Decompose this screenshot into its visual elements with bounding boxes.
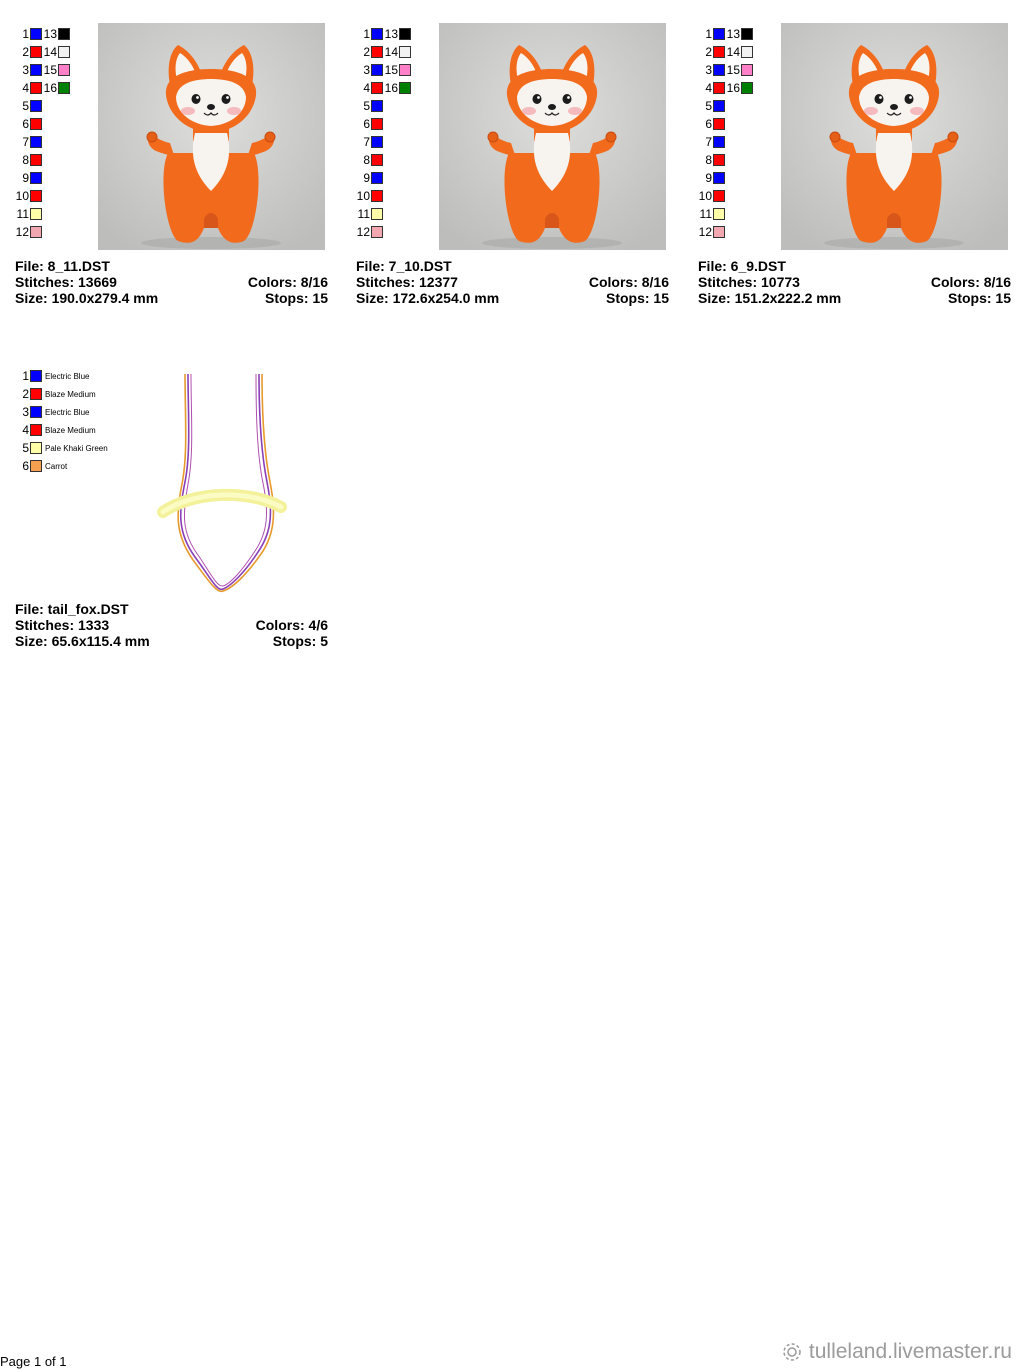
legend-row (698, 133, 725, 151)
file-name: File: tail_fox.DST (15, 601, 129, 617)
watermark-text: tulleland.livemaster.ru (808, 1340, 1012, 1363)
color-number: 6 (22, 117, 29, 131)
color-swatch (713, 100, 725, 112)
color-swatch (713, 190, 725, 202)
legend-row: 6 Carrot (22, 459, 68, 473)
color-number: 7 (705, 135, 712, 149)
color-count: Colors: 4/6 (255, 617, 328, 633)
color-number: 10 (698, 189, 712, 203)
color-swatch (399, 46, 411, 58)
color-number: 10 (356, 189, 370, 203)
legend-row (356, 25, 383, 43)
stitch-count: Stitches: 1333 (15, 617, 110, 633)
legend-row (356, 187, 383, 205)
color-swatch (30, 136, 42, 148)
file-name: File: 7_10.DST (356, 258, 452, 274)
color-count: Colors: 8/16 (930, 274, 1011, 290)
color-swatch (371, 172, 383, 184)
color-number: 8 (22, 153, 29, 167)
legend-row (698, 79, 725, 97)
color-swatch (58, 46, 70, 58)
legend-row (384, 43, 411, 61)
color-swatch (30, 388, 42, 400)
color-number: 9 (705, 171, 712, 185)
color-number: 11 (699, 207, 712, 221)
color-swatch (713, 82, 725, 94)
color-number: 15 (43, 63, 57, 77)
color-count: Colors: 8/16 (588, 274, 669, 290)
color-number: 9 (363, 171, 370, 185)
legend-row (726, 43, 753, 61)
fox-toy-photo (781, 23, 1008, 250)
color-swatch (30, 28, 42, 40)
fox-toy-photo (439, 23, 666, 250)
design-size: Size: 190.0x279.4 mm (15, 290, 159, 306)
color-swatch (30, 226, 42, 238)
legend-row (698, 187, 725, 205)
legend-row (356, 115, 383, 133)
color-number: 14 (43, 45, 57, 59)
legend-row (698, 115, 725, 133)
stop-count: Stops: 15 (264, 290, 328, 306)
color-number: 13 (384, 27, 398, 41)
color-swatch (371, 136, 383, 148)
design-size: Size: 151.2x222.2 mm (698, 290, 842, 306)
color-swatch (30, 100, 42, 112)
color-number: 5 (363, 99, 370, 113)
color-swatch (58, 28, 70, 40)
legend-row (698, 151, 725, 169)
color-number: 13 (43, 27, 57, 41)
color-swatch (741, 64, 753, 76)
legend-row: 1 Electric Blue (22, 369, 90, 383)
color-swatch (30, 82, 42, 94)
legend-row (356, 97, 383, 115)
color-swatch (371, 28, 383, 40)
design-info (15, 258, 328, 306)
tail-stitch-preview (155, 372, 295, 597)
legend-row (15, 169, 42, 187)
color-number: 6 (705, 117, 712, 131)
gear-icon (781, 1341, 803, 1363)
color-swatch (371, 190, 383, 202)
legend-row (698, 205, 725, 223)
color-number: 4 (22, 81, 29, 95)
legend-row (698, 169, 725, 187)
color-swatch (371, 226, 383, 238)
color-number: 14 (726, 45, 740, 59)
legend-row (698, 25, 725, 43)
color-number: 12 (356, 225, 370, 239)
legend-row (698, 43, 725, 61)
stop-count: Stops: 15 (947, 290, 1011, 306)
color-swatch (399, 82, 411, 94)
legend-row (726, 25, 753, 43)
stitch-count: Stitches: 13669 (15, 274, 117, 290)
legend-row (384, 25, 411, 43)
color-number: 15 (384, 63, 398, 77)
legend-row (15, 223, 42, 241)
color-swatch (30, 370, 42, 382)
legend-row (15, 205, 42, 223)
legend-row (698, 97, 725, 115)
legend-row (15, 79, 42, 97)
color-swatch (741, 46, 753, 58)
color-swatch (30, 64, 42, 76)
design-info (356, 258, 669, 306)
legend-row (43, 79, 70, 97)
color-number: 7 (363, 135, 370, 149)
legend-row (356, 43, 383, 61)
color-swatch (58, 82, 70, 94)
legend-row (356, 133, 383, 151)
stop-count: Stops: 15 (605, 290, 669, 306)
legend-row (15, 43, 42, 61)
color-number: 16 (726, 81, 740, 95)
legend-row (356, 151, 383, 169)
color-number: 3 (363, 63, 370, 77)
color-swatch (58, 64, 70, 76)
file-name: File: 8_11.DST (15, 258, 110, 274)
color-number: 16 (384, 81, 398, 95)
legend-row (356, 205, 383, 223)
legend-row (43, 43, 70, 61)
fox-toy-photo (98, 23, 325, 250)
color-number: 8 (363, 153, 370, 167)
color-number: 12 (15, 225, 29, 239)
design-size: Size: 65.6x115.4 mm (15, 633, 150, 649)
legend-row (384, 61, 411, 79)
color-number: 7 (22, 135, 29, 149)
color-swatch (371, 208, 383, 220)
design-info (698, 258, 1011, 306)
color-swatch (30, 190, 42, 202)
color-number: 2 (705, 45, 712, 59)
legend-row (356, 169, 383, 187)
color-number: 9 (22, 171, 29, 185)
legend-row (726, 61, 753, 79)
stitch-count: Stitches: 12377 (356, 274, 458, 290)
color-swatch (371, 154, 383, 166)
legend-row (356, 79, 383, 97)
legend-row (698, 61, 725, 79)
color-number: 11 (16, 207, 29, 221)
color-swatch (30, 424, 42, 436)
legend-row: 4 Blaze Medium (22, 423, 96, 437)
color-number: 8 (705, 153, 712, 167)
color-number: 10 (15, 189, 29, 203)
legend-row (384, 79, 411, 97)
legend-row (43, 25, 70, 43)
color-number: 12 (698, 225, 712, 239)
color-swatch (713, 172, 725, 184)
color-swatch (713, 64, 725, 76)
legend-row (15, 61, 42, 79)
design-size: Size: 172.6x254.0 mm (356, 290, 500, 306)
color-swatch (30, 406, 42, 418)
legend-row (15, 25, 42, 43)
color-number: 4 (363, 81, 370, 95)
color-swatch (713, 226, 725, 238)
watermark (781, 1340, 1012, 1364)
color-swatch (371, 46, 383, 58)
color-swatch (741, 28, 753, 40)
color-swatch (713, 46, 725, 58)
color-number: 13 (726, 27, 740, 41)
color-swatch (713, 118, 725, 130)
color-swatch (399, 28, 411, 40)
tail-info (15, 601, 328, 649)
legend-row (43, 61, 70, 79)
legend-row: 2 Blaze Medium (22, 387, 96, 401)
color-swatch (30, 460, 42, 472)
color-number: 3 (22, 63, 29, 77)
color-swatch (30, 118, 42, 130)
color-number: 2 (363, 45, 370, 59)
color-number: 5 (22, 99, 29, 113)
color-number: 5 (705, 99, 712, 113)
legend-row: 3 Electric Blue (22, 405, 90, 419)
legend-row (15, 97, 42, 115)
legend-row (15, 187, 42, 205)
legend-row: 5 Pale Khaki Green (22, 441, 108, 455)
color-number: 3 (705, 63, 712, 77)
color-number: 1 (363, 27, 370, 41)
color-number: 4 (705, 81, 712, 95)
stop-count: Stops: 5 (272, 633, 328, 649)
file-name: File: 6_9.DST (698, 258, 786, 274)
color-swatch (371, 118, 383, 130)
legend-row (15, 151, 42, 169)
color-number: 1 (705, 27, 712, 41)
color-number: 1 (22, 27, 29, 41)
color-swatch (30, 208, 42, 220)
color-number: 11 (357, 207, 370, 221)
color-swatch (30, 442, 42, 454)
color-number: 15 (726, 63, 740, 77)
color-number: 16 (43, 81, 57, 95)
color-number: 6 (363, 117, 370, 131)
legend-row (726, 79, 753, 97)
color-swatch (30, 46, 42, 58)
color-swatch (713, 28, 725, 40)
color-swatch (30, 172, 42, 184)
color-number: 14 (384, 45, 398, 59)
color-swatch (30, 154, 42, 166)
legend-row (15, 133, 42, 151)
legend-row (356, 61, 383, 79)
legend-row (356, 223, 383, 241)
legend-row (15, 115, 42, 133)
color-swatch (371, 64, 383, 76)
color-swatch (713, 136, 725, 148)
page-indicator: Page 1 of 1 (0, 1354, 67, 1369)
color-swatch (371, 100, 383, 112)
color-swatch (399, 64, 411, 76)
color-swatch (741, 82, 753, 94)
stitch-count: Stitches: 10773 (698, 274, 800, 290)
color-swatch (713, 208, 725, 220)
color-swatch (371, 82, 383, 94)
color-count: Colors: 8/16 (247, 274, 328, 290)
color-swatch (713, 154, 725, 166)
legend-row (698, 223, 725, 241)
color-number: 2 (22, 45, 29, 59)
